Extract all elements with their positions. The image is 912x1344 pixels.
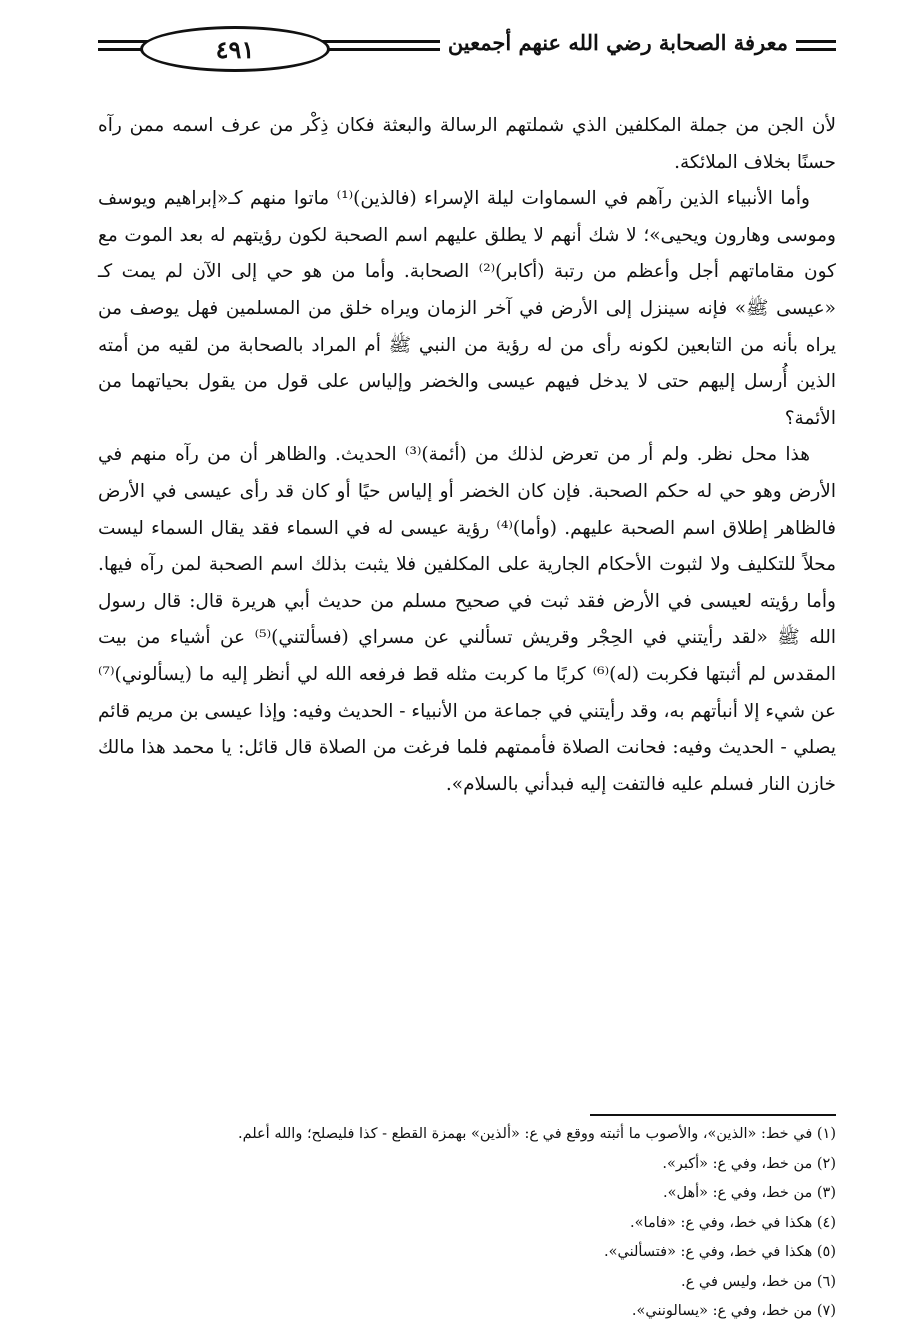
- footnote: (٣) من خط، وفي ع: «أهل».: [663, 1185, 836, 1201]
- page-header: [98, 26, 836, 74]
- page-number: ٤٩١: [140, 26, 330, 72]
- main-text: [98, 108, 836, 803]
- footnote: (٧) من خط، وفي ع: «يسالونني».: [631, 1303, 836, 1319]
- paragraph: وأما الأنبياء الذين رآهم في السماوات ليلة الإسراء (فالذين)⁽¹⁾ ماتوا منهم كـ«إبراهيم ويوسف وموسى وهارون ويحيى»؛ لا شك أنهم لا يطلق عليهم اسم الصحبة لكون رؤيتهم له بعد الموت مع كون مقاماتهم أجل وأعظم من رتبة (أكابر)⁽²⁾ الصحابة. وأما من هو حي إلى الآن لم يمت كـ «عيسى ﷺ» فإنه سينزل إلى الأرض في آخر الزمان ويراه خلق من المسلمين فهل يوصف من يراه بأنه من التابعين لكونه رأى من له رؤية من النبي ﷺ أم المراد بالصحابة من لقيه من أمته الذين أُرسل إليهم حتى لا يدخل فيهم عيسى والخضر وإلياس على قول من يقول بحياتهما من الأئمة؟: [98, 188, 836, 429]
- footnote: (٢) من خط، وفي ع: «أكبر».: [662, 1155, 836, 1172]
- footnote: (١) في خط: «الذين»، والأصوب ما أثبته ووقع في ع: «ألذين» بهمزة القطع - كذا فليصلح؛ والله أعلم.: [237, 1126, 836, 1142]
- footnote: (٦) من خط، وليس في ع.: [681, 1273, 836, 1290]
- footnote: (٤) هكذا في خط، وفي ع: «فاما».: [630, 1214, 836, 1231]
- footnote-divider: [590, 1114, 836, 1116]
- paragraph: لأن الجن من جملة المكلفين الذي شملتهم الرسالة والبعثة فكان ذِكْر من عرف اسمه ممن رآه حسنًا بخلاف الملائكة.: [98, 115, 836, 173]
- footnote: (٥) هكذا في خط، وفي ع: «فتسألني».: [604, 1244, 836, 1260]
- footnotes: [98, 1120, 836, 1327]
- paragraph: هذا محل نظر. ولم أر من تعرض لذلك من (أئمة)⁽³⁾ الحديث. والظاهر أن من رآه منهم في الأرض وهو حي له حكم الصحبة. فإن كان الخضر أو إلياس حيًا أو كان قد رأى عيسى في الأرض فالظاهر إطلاق اسم الصحبة عليهم. (وأما)⁽⁴⁾ رؤية عيسى له في السماء فقد يقال السماء ليست محلاً للتكليف ولا لثبوت الأحكام الجارية على المكلفين فلا يثبت بذلك اسم الصحبة لمن رآه فيها. وأما رؤيته لعيسى في الأرض فقد ثبت في صحيح مسلم من حديث أبي هريرة قال: قال رسول الله ﷺ «لقد رأيتني في الحِجْر وقريش تسألني عن مسراي (فسألتني)⁽⁵⁾ عن أشياء من بيت المقدس لم أثبتها فكربت (له)⁽⁶⁾ كربًا ما كربت مثله قط فرفعه الله لي أنظر إليه ما (يسألوني)⁽⁷⁾ عن شيء إلا أنبأتهم به، وقد رأيتني في جماعة من الأنبياء - الحديث وفيه: وإذا عيسى بن مريم قائم يصلي - الحديث وفيه: فحانت الصلاة فأممتهم فلما فرغت من الصلاة قال قائل: يا محمد هذا مالك خازن النار فسلم عليه فالتفت إليه فبدأني بالسلام».: [98, 444, 836, 795]
- running-title: معرفة الصحابة رضي الله عنهم أجمعين: [440, 30, 796, 55]
